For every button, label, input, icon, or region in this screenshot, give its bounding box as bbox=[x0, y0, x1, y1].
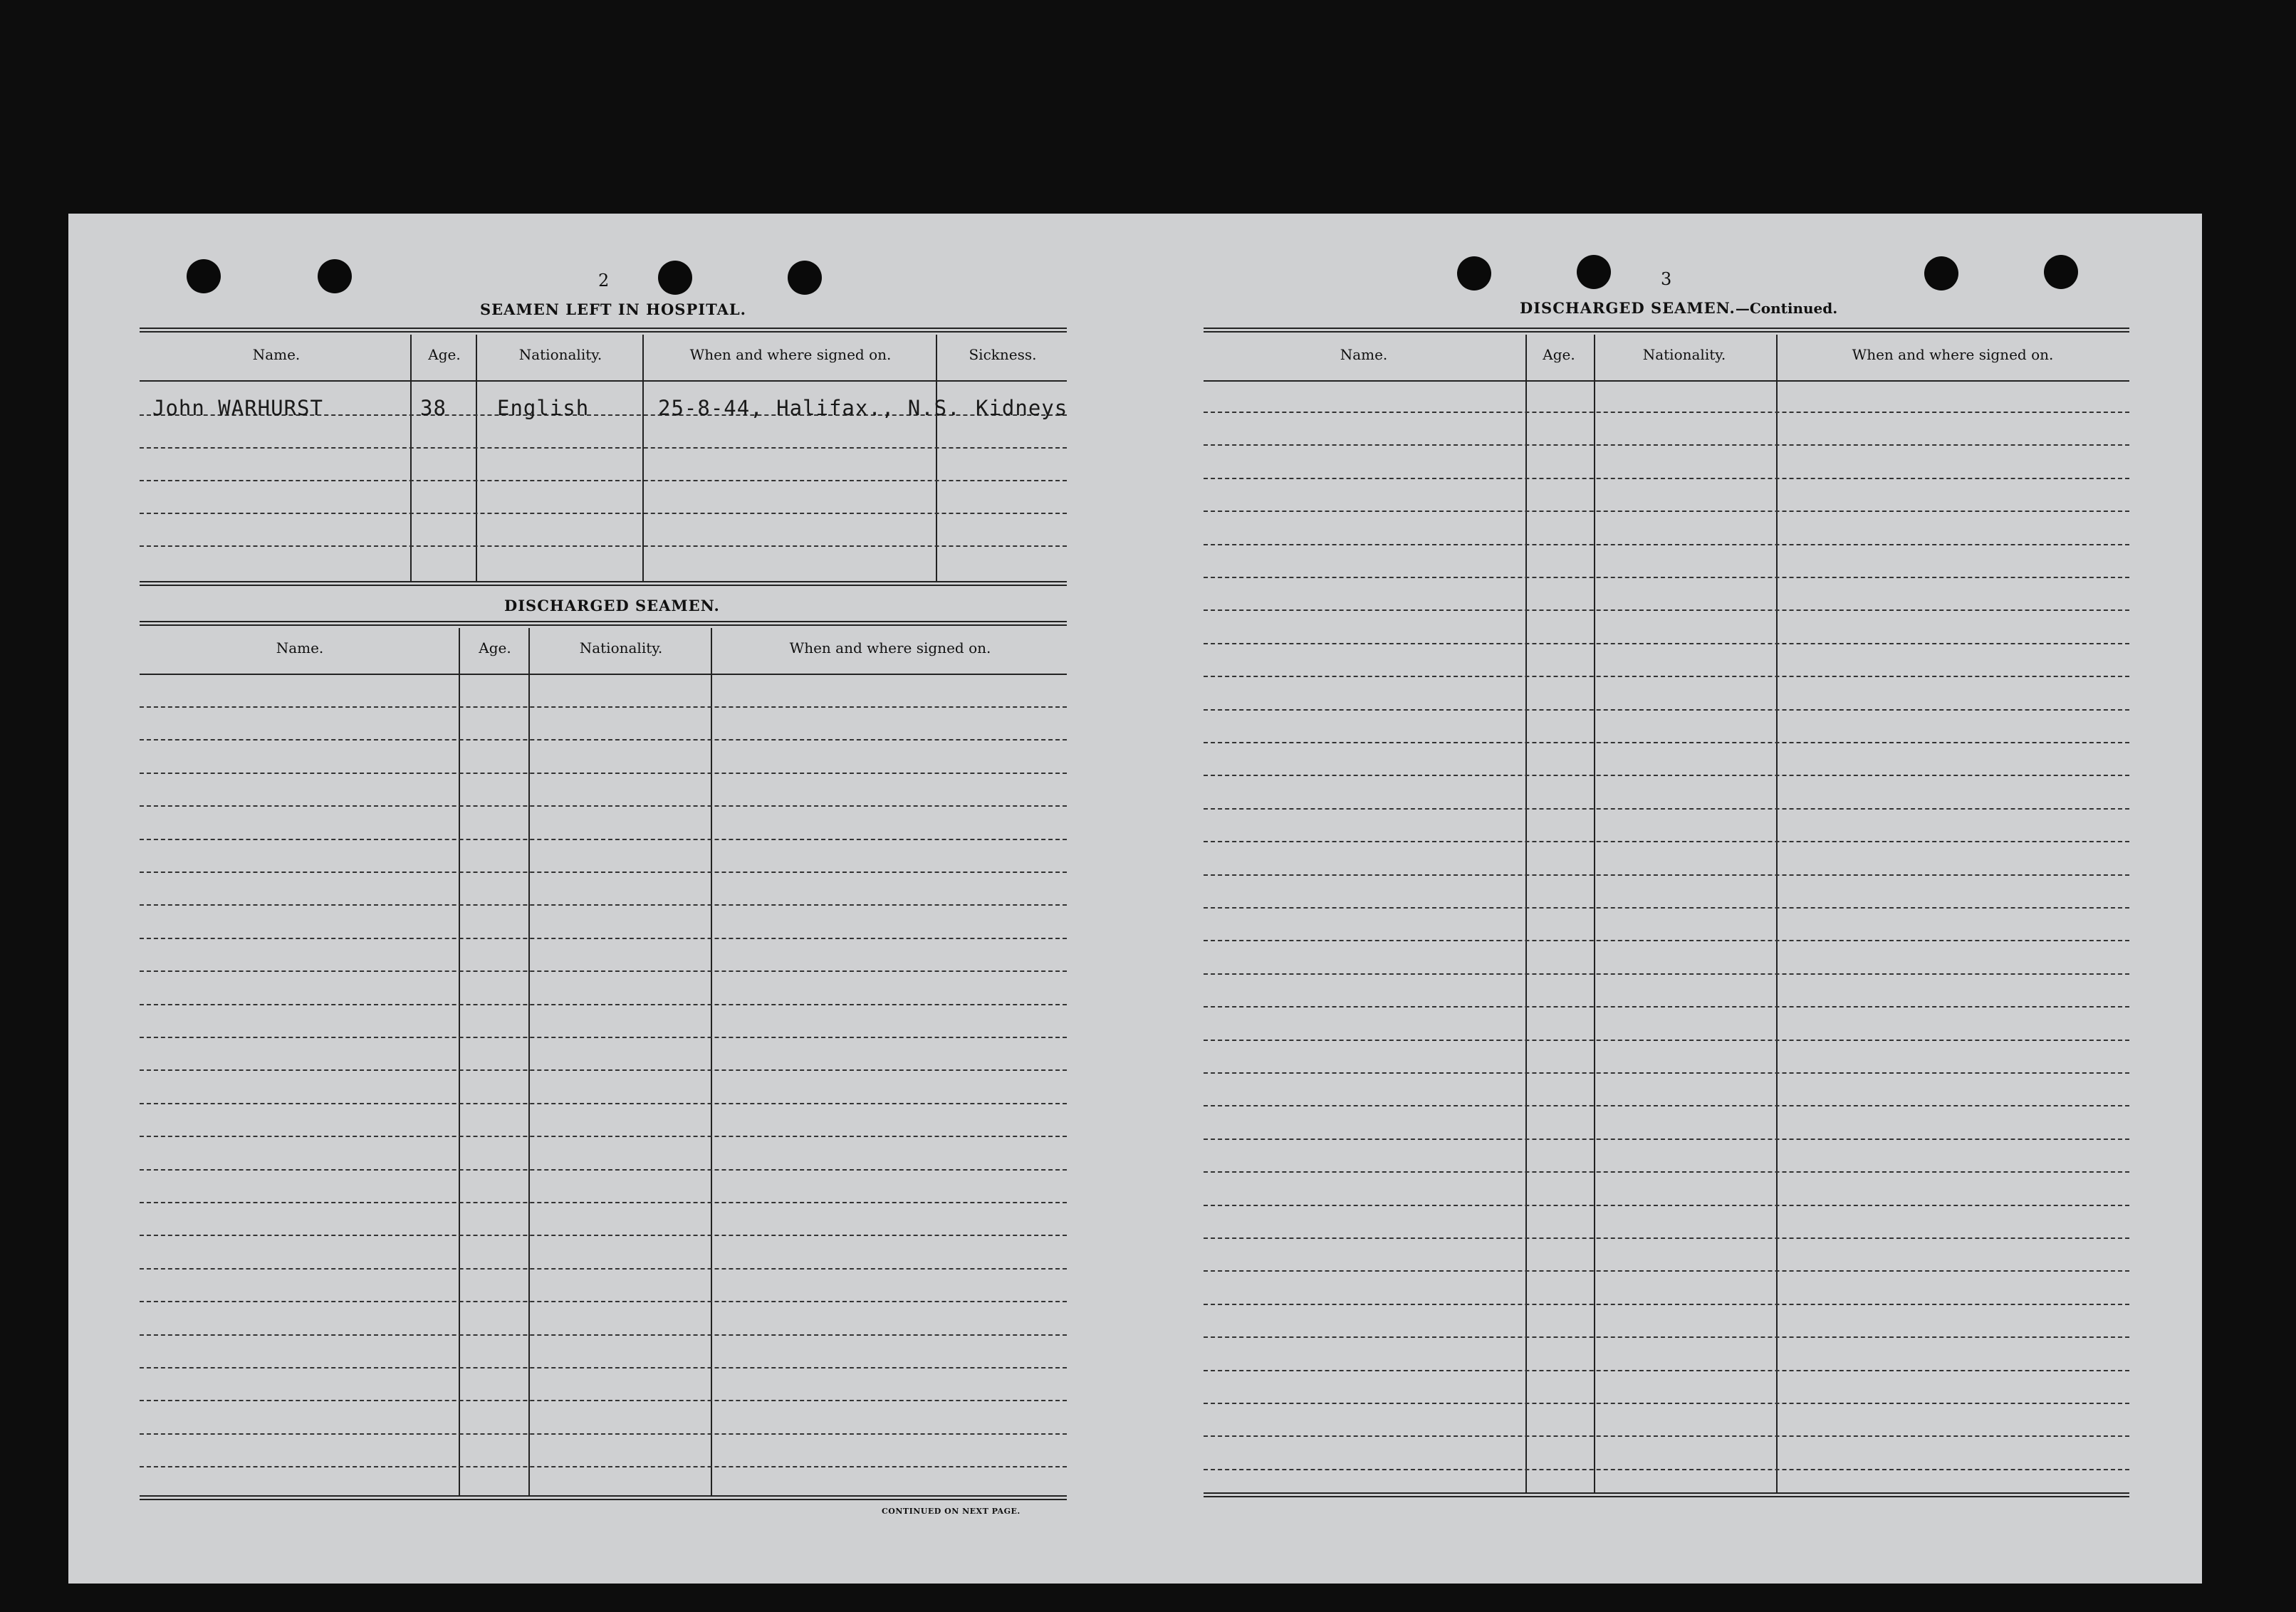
ruled-line bbox=[1204, 444, 2129, 446]
section-title-hospital: SEAMEN LEFT IN HOSPITAL. bbox=[480, 300, 746, 318]
ruled-line bbox=[140, 1169, 1067, 1171]
ruled-line bbox=[140, 1037, 1067, 1038]
ruled-line bbox=[140, 1136, 1067, 1137]
ruled-line bbox=[140, 1202, 1067, 1203]
ruled-line bbox=[1204, 1072, 2129, 1074]
ruled-line bbox=[1204, 1006, 2129, 1007]
page-number-left: 2 bbox=[598, 271, 610, 291]
header-rule bbox=[140, 380, 1067, 382]
table-rule bbox=[140, 621, 1067, 626]
ruled-line bbox=[140, 839, 1067, 840]
table-rule bbox=[140, 328, 1067, 333]
ruled-line bbox=[1204, 709, 2129, 711]
column-header-signed-on: When and where signed on. bbox=[789, 639, 991, 656]
column-header-name: Name. bbox=[276, 639, 324, 656]
column-header-age: Age. bbox=[479, 639, 511, 656]
column-header-name: Name. bbox=[252, 346, 301, 363]
ruled-line bbox=[1204, 1370, 2129, 1371]
column-header-sickness: Sickness. bbox=[969, 346, 1037, 363]
ruled-line bbox=[140, 904, 1067, 906]
section-title-discharged-continued bbox=[1520, 299, 1837, 317]
ruled-line bbox=[140, 1103, 1067, 1104]
entry-age: 38 bbox=[420, 396, 447, 420]
punch-hole bbox=[788, 261, 822, 295]
ruled-line bbox=[1204, 1435, 2129, 1437]
ruled-line bbox=[1204, 609, 2129, 611]
entry-signed-on: 25-8-44, Halifax., N.S. bbox=[658, 396, 961, 420]
punch-hole bbox=[187, 259, 221, 293]
ruled-line bbox=[1204, 874, 2129, 876]
ruled-line bbox=[1204, 1171, 2129, 1173]
ruled-line bbox=[1204, 1205, 2129, 1206]
entry-name: John WARHURST bbox=[152, 396, 323, 420]
entry-nationality: English bbox=[497, 396, 590, 420]
table-rule bbox=[1204, 1492, 2129, 1497]
column-divider bbox=[1594, 335, 1595, 1494]
ruled-line bbox=[1204, 1403, 2129, 1404]
ruled-line bbox=[140, 447, 1067, 449]
ruled-line bbox=[1204, 1139, 2129, 1140]
ruled-line bbox=[1204, 478, 2129, 479]
page-number-right: 3 bbox=[1661, 269, 1672, 289]
ruled-line bbox=[1204, 940, 2129, 941]
ruled-line bbox=[140, 480, 1067, 481]
ruled-line bbox=[140, 1367, 1067, 1368]
punch-hole bbox=[1924, 256, 1958, 291]
column-header-age: Age. bbox=[1543, 346, 1575, 363]
ruled-line bbox=[140, 739, 1067, 740]
ruled-line bbox=[1204, 973, 2129, 975]
punch-hole bbox=[1457, 256, 1491, 291]
continued-note: CONTINUED ON NEXT PAGE. bbox=[882, 1507, 1021, 1516]
ruled-line bbox=[1204, 511, 2129, 512]
ruled-line bbox=[1204, 577, 2129, 578]
ruled-line bbox=[1204, 643, 2129, 644]
header-rule bbox=[1204, 380, 2129, 382]
column-header-nationality: Nationality. bbox=[518, 346, 602, 363]
ruled-line bbox=[1204, 775, 2129, 776]
ruled-line bbox=[140, 1334, 1067, 1336]
ruled-line bbox=[140, 706, 1067, 708]
section-title-discharged: DISCHARGED SEAMEN. bbox=[504, 597, 720, 614]
punch-hole bbox=[1577, 255, 1611, 289]
ruled-line bbox=[140, 872, 1067, 873]
ruled-line bbox=[1204, 1105, 2129, 1106]
ruled-line bbox=[140, 1400, 1067, 1401]
column-header-nationality: Nationality. bbox=[579, 639, 663, 656]
ruled-line bbox=[140, 805, 1067, 807]
entry-sickness: Kidneys bbox=[976, 396, 1068, 420]
ruled-line bbox=[1204, 742, 2129, 743]
ruled-line bbox=[140, 1004, 1067, 1005]
ruled-line bbox=[1204, 676, 2129, 677]
column-header-name: Name. bbox=[1340, 346, 1388, 363]
table-rule bbox=[1204, 328, 2129, 333]
section-title-suffix: —Continued. bbox=[1735, 300, 1838, 317]
section-title-text: DISCHARGED SEAMEN. bbox=[1520, 299, 1736, 317]
ruled-line bbox=[1204, 1336, 2129, 1338]
ruled-line bbox=[140, 938, 1067, 939]
ruled-line bbox=[1204, 808, 2129, 810]
ruled-line bbox=[1204, 841, 2129, 842]
ruled-line bbox=[140, 1268, 1067, 1270]
ruled-line bbox=[140, 773, 1067, 774]
ruled-line bbox=[140, 1466, 1067, 1467]
column-divider bbox=[1525, 335, 1527, 1494]
column-header-signed-on: When and where signed on. bbox=[689, 346, 892, 363]
ruled-line bbox=[1204, 1237, 2129, 1239]
punch-hole bbox=[2044, 255, 2078, 289]
ruled-line bbox=[140, 1433, 1067, 1435]
ruled-line bbox=[1204, 412, 2129, 413]
column-divider bbox=[1776, 335, 1778, 1494]
ruled-line bbox=[140, 1235, 1067, 1236]
punch-hole bbox=[658, 261, 692, 295]
ruled-line bbox=[140, 513, 1067, 514]
column-header-age: Age. bbox=[428, 346, 461, 363]
ruled-line bbox=[140, 1069, 1067, 1071]
ruled-line bbox=[1204, 1270, 2129, 1272]
ruled-line bbox=[1204, 544, 2129, 545]
column-divider bbox=[528, 628, 530, 1497]
column-header-signed-on: When and where signed on. bbox=[1852, 346, 2054, 363]
ruled-line bbox=[1204, 1304, 2129, 1305]
column-divider bbox=[459, 628, 460, 1497]
table-rule bbox=[140, 1495, 1067, 1500]
header-rule bbox=[140, 674, 1067, 675]
punch-hole bbox=[318, 259, 352, 293]
ruled-line bbox=[1204, 907, 2129, 909]
ledger-paper bbox=[68, 214, 2202, 1584]
column-header-nationality: Nationality. bbox=[1642, 346, 1726, 363]
column-divider bbox=[711, 628, 712, 1497]
table-rule bbox=[140, 581, 1067, 586]
ruled-line bbox=[140, 1301, 1067, 1302]
ruled-line bbox=[1204, 1469, 2129, 1470]
ruled-line bbox=[140, 970, 1067, 972]
ruled-line bbox=[1204, 1040, 2129, 1041]
ruled-line bbox=[140, 545, 1067, 547]
